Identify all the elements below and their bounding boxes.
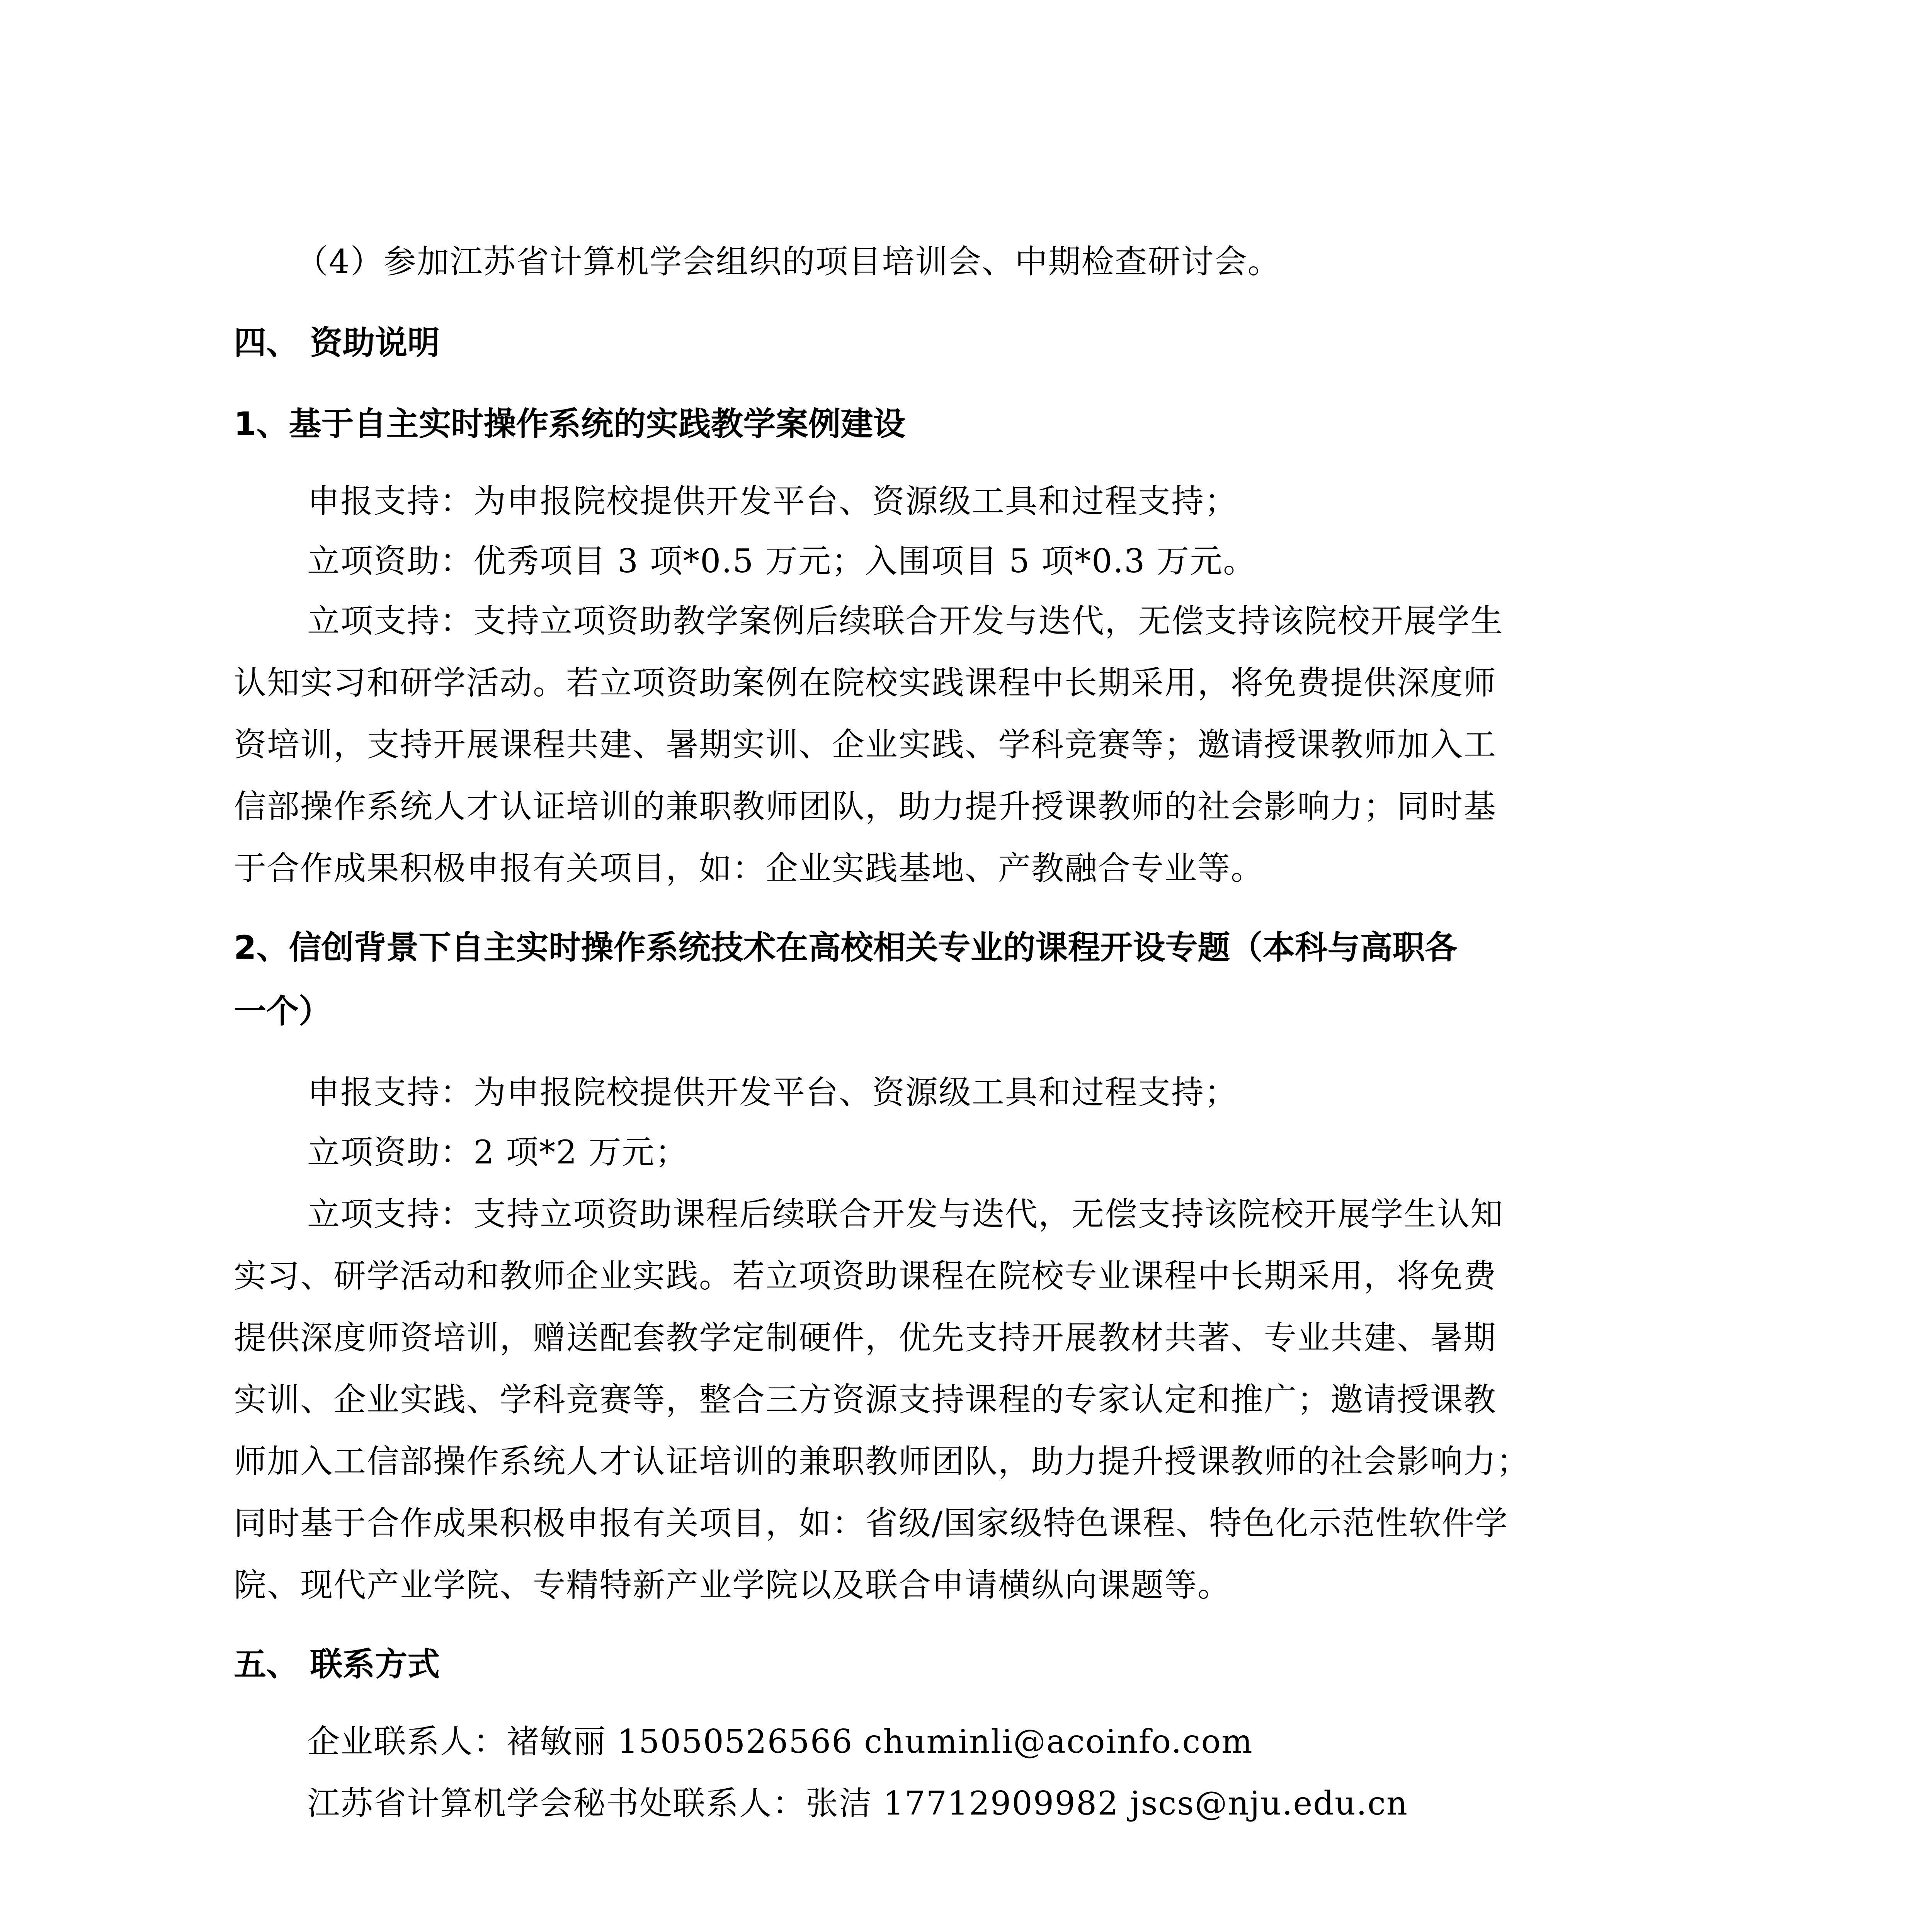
paragraph-line: 申报支持：为申报院校提供开发平台、资源级工具和过程支持； <box>307 1073 1238 1111</box>
paragraph-line: 信部操作系统人才认证培训的兼职教师团队，助力提升授课教师的社会影响力；同时基 <box>234 787 1497 825</box>
paragraph-line: 师加入工信部操作系统人才认证培训的兼职教师团队，助力提升授课教师的社会影响力； <box>234 1442 1530 1480</box>
paragraph-line: 企业联系人：褚敏丽 15050526566 chuminli@acoinfo.com <box>307 1723 1253 1760</box>
paragraph-line: 实习、研学活动和教师企业实践。若立项资助课程在院校专业课程中长期采用，将免费 <box>234 1257 1497 1295</box>
paragraph-line: 于合作成果积极申报有关项目，如：企业实践基地、产教融合专业等。 <box>234 849 1264 887</box>
paragraph-line: 认知实习和研学活动。若立项资助案例在院校实践课程中长期采用，将免费提供深度师 <box>234 664 1497 702</box>
paragraph-line: 同时基于合作成果积极申报有关项目，如：省级/国家级特色课程、特色化示范性软件学 <box>234 1504 1509 1542</box>
section-heading: 一个） <box>234 992 332 1030</box>
section-heading: 2、信创背景下自主实时操作系统技术在高校相关专业的课程开设专题（本科与高职各 <box>234 929 1458 966</box>
paragraph-line: 立项资助：优秀项目 3 项*0.5 万元；入围项目 5 项*0.3 万元。 <box>307 542 1257 580</box>
paragraph-line: 申报支持：为申报院校提供开发平台、资源级工具和过程支持； <box>307 482 1238 520</box>
paragraph-line: 实训、企业实践、学科竞赛等，整合三方资源支持课程的专家认定和推广；邀请授课教 <box>234 1381 1497 1418</box>
paragraph-line: 资培训，支持开展课程共建、暑期实训、企业实践、学科竞赛等；邀请授课教师加入工 <box>234 726 1497 764</box>
section-heading: 1、基于自主实时操作系统的实践教学案例建设 <box>234 405 906 443</box>
paragraph-line: 立项支持：支持立项资助教学案例后续联合开发与迭代，无偿支持该院校开展学生 <box>307 602 1504 640</box>
paragraph-line: 立项支持：支持立项资助课程后续联合开发与迭代，无偿支持该院校开展学生认知 <box>307 1195 1504 1233</box>
section-heading: 四、 资助说明 <box>234 324 440 362</box>
paragraph-line: 立项资助：2 项*2 万元； <box>307 1133 689 1171</box>
paragraph-line: 院、现代产业学院、专精特新产业学院以及联合申请横纵向课题等。 <box>234 1566 1231 1604</box>
paragraph-line: （4）参加江苏省计算机学会组织的项目培训会、中期检查研讨会。 <box>296 243 1281 281</box>
paragraph-line: 江苏省计算机学会秘书处联系人：张洁 17712909982 jscs@nju.edu.cn <box>307 1784 1408 1822</box>
paragraph-line: 提供深度师资培训，赠送配套教学定制硬件，优先支持开展教材共著、专业共建、暑期 <box>234 1319 1497 1357</box>
section-heading: 五、 联系方式 <box>234 1645 440 1683</box>
